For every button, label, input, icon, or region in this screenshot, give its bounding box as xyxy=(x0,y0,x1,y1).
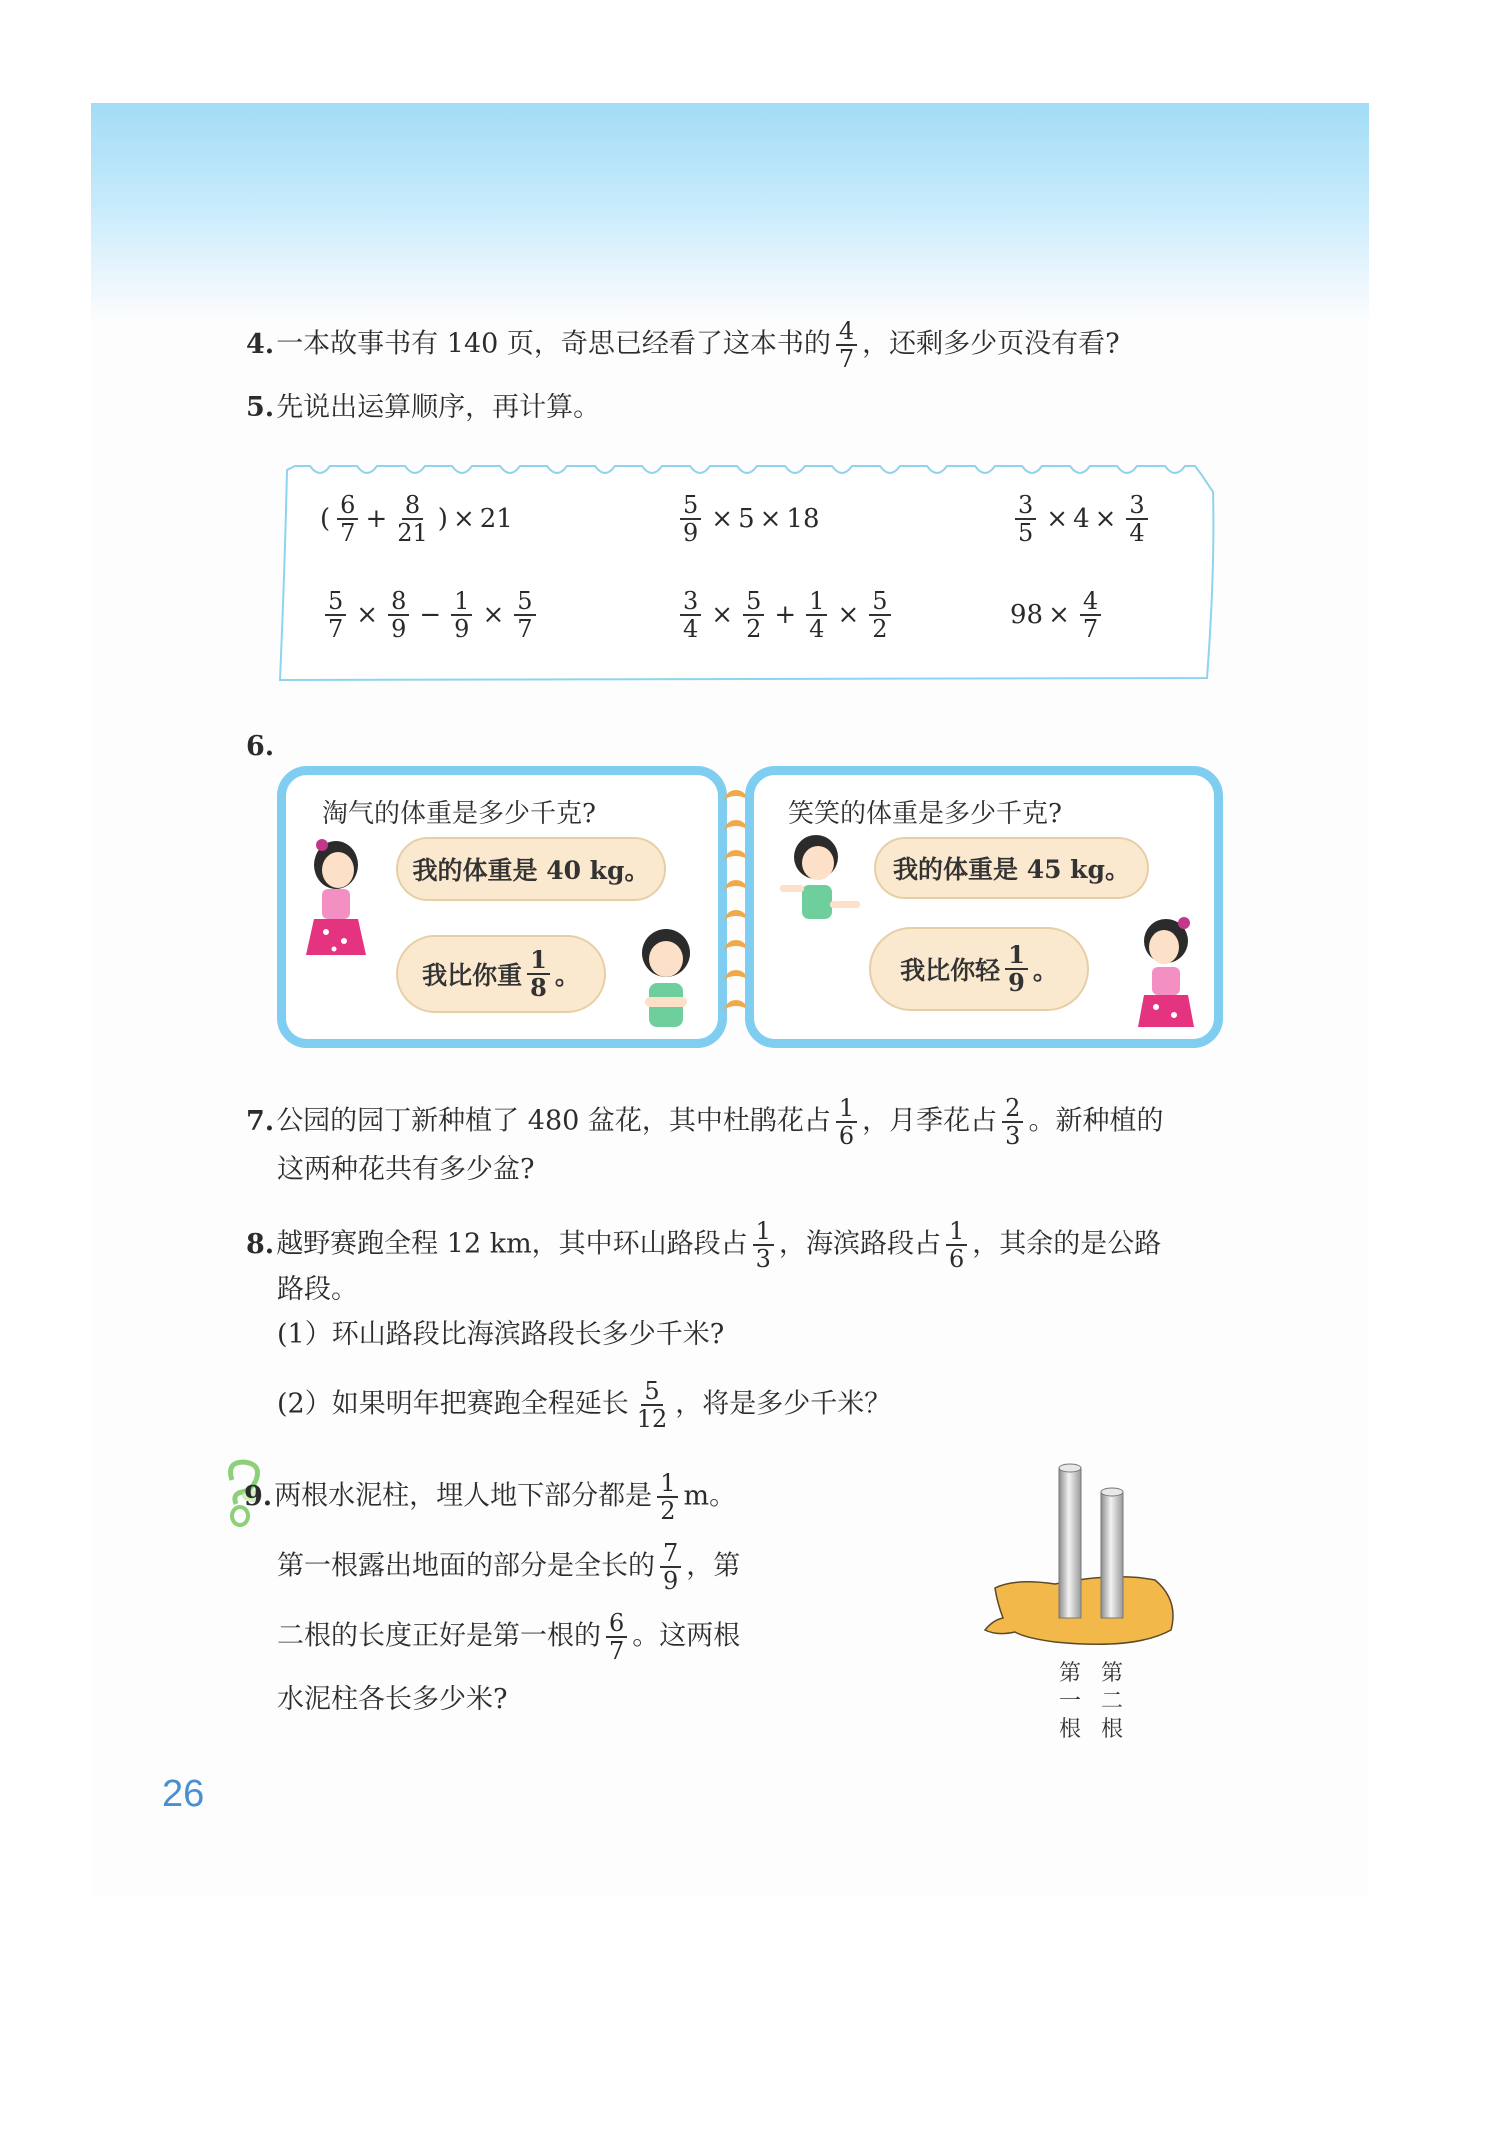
header-band xyxy=(91,103,1369,323)
fraction: $\frac{1}{9}$ xyxy=(451,588,472,642)
pillars-figure xyxy=(975,1460,1195,1750)
question-5 xyxy=(246,388,600,428)
expression-3: $\frac{3}{5}$ × 4 × $\frac{3}{4}$ xyxy=(1010,492,1153,546)
concrete-pillars-illustration xyxy=(975,1460,1195,1660)
question-9: 9.两根水泥柱，埋人地下部分都是 $\frac{1}{2}$ m。 xyxy=(244,1469,737,1525)
question-8-sub-2: (2）如果明年把赛跑全程延长 $\frac{5}{12}$ ，将是多少千米？ xyxy=(277,1377,892,1433)
fraction: $\frac{1}{2}$ xyxy=(657,1470,678,1524)
question-8-line-2: 路段。 xyxy=(277,1274,358,1305)
question-8-sub-1: (1）环山路段比海滨路段长多少千米? xyxy=(277,1319,725,1350)
question-8: 8.越野赛跑全程 12 km，其中环山路段占 $\frac{1}{3}$ ，海滨路段占 $\frac{1}{6}$ ，其余的是公路 xyxy=(246,1217,1162,1273)
question-4 xyxy=(246,318,1120,372)
question-text: ，还剩多少页没有看? xyxy=(862,328,1120,360)
boy-illustration xyxy=(631,925,701,1035)
question-7-line-2: 这两种花共有多少盆? xyxy=(277,1154,535,1185)
speech-bubble: 我的体重是 45 kg。 xyxy=(874,837,1149,899)
question-9-line-4: 水泥柱各长多少米? xyxy=(277,1684,508,1715)
expression-6: 98 × $\frac{4}{7}$ xyxy=(1010,588,1106,642)
speech-bubble: 我比你重 $\frac{1}{8}$ 。 xyxy=(396,935,606,1013)
fraction: $\frac{8}{9}$ xyxy=(388,588,409,642)
expression-1: ( $\frac{6}{7}$ + $\frac{8}{21}$ ) × 21 xyxy=(320,491,513,547)
fraction: $\frac{4}{7}$ xyxy=(836,318,857,372)
fraction: $\frac{6}{7}$ xyxy=(606,1610,627,1664)
question-text: 一本故事书有 140 页，奇思已经看了这本书的 xyxy=(276,328,831,360)
question-6 xyxy=(246,727,276,767)
expression-2: $\frac{5}{9}$ × 5 × 18 xyxy=(675,492,820,546)
fraction: $\frac{3}{5}$ xyxy=(1015,492,1036,546)
fraction: $\frac{6}{7}$ xyxy=(337,492,358,546)
boy-illustration xyxy=(776,831,866,931)
panel-title: 笑笑的体重是多少千克? xyxy=(788,799,1062,829)
question-number: 7. xyxy=(246,1105,275,1137)
expression-4: $\frac{5}{7}$ × $\frac{8}{9}$ − $\frac{1}{9}$ × $\frac{5}{7}$ xyxy=(320,588,541,642)
fraction: $\frac{5}{2}$ xyxy=(869,588,890,642)
torn-paper-frame xyxy=(275,452,1220,684)
fraction: $\frac{5}{7}$ xyxy=(325,588,346,642)
fraction: $\frac{1}{9}$ xyxy=(1005,942,1028,996)
calculation-box xyxy=(275,452,1220,684)
expression-5: $\frac{3}{4}$ × $\frac{5}{2}$ + $\frac{1}{4}$ × $\frac{5}{2}$ xyxy=(675,588,896,642)
fraction: $\frac{7}{9}$ xyxy=(660,1540,681,1594)
fraction: $\frac{8}{21}$ xyxy=(397,491,428,547)
fraction: $\frac{5}{7}$ xyxy=(514,588,535,642)
question-number: 8. xyxy=(246,1228,275,1260)
panel-title: 淘气的体重是多少千克? xyxy=(322,799,596,829)
fraction: $\frac{1}{4}$ xyxy=(806,588,827,642)
girl-illustration xyxy=(1126,915,1206,1035)
label-second-pillar: 第 二 根 xyxy=(1100,1661,1123,1742)
question-number: 4. xyxy=(246,328,275,360)
fraction: $\frac{3}{4}$ xyxy=(680,588,701,642)
label-first-pillar: 第 一 根 xyxy=(1058,1661,1081,1742)
fraction: $\frac{1}{8}$ xyxy=(527,947,550,1001)
fraction: $\frac{5}{9}$ xyxy=(680,492,701,546)
question-number: 9. xyxy=(244,1480,273,1512)
left-panel xyxy=(277,766,727,1048)
question-9-line-2: 第一根露出地面的部分是全长的 $\frac{7}{9}$ ，第 xyxy=(277,1539,741,1595)
question-text: 先说出运算顺序，再计算。 xyxy=(276,392,601,423)
question-number: 6. xyxy=(246,731,275,762)
fraction: $\frac{4}{7}$ xyxy=(1080,588,1101,642)
question-number: 5. xyxy=(246,392,275,423)
fraction: $\frac{1}{6}$ xyxy=(836,1095,857,1149)
question-7: 7.公园的园丁新种植了 480 盆花，其中杜鹃花占 $\frac{1}{6}$ ，月季花占 $\frac{2}{3}$ 。新种植的 xyxy=(246,1094,1164,1150)
girl-illustration xyxy=(296,837,376,967)
right-panel xyxy=(745,766,1223,1048)
fraction: $\frac{5}{12}$ xyxy=(636,1377,668,1433)
fraction: $\frac{5}{2}$ xyxy=(743,588,764,642)
question-9-line-3: 二根的长度正好是第一根的 $\frac{6}{7}$ 。这两根 xyxy=(277,1609,741,1665)
fraction: $\frac{2}{3}$ xyxy=(1002,1095,1023,1149)
page-number: 26 xyxy=(162,1773,205,1815)
fraction: $\frac{1}{6}$ xyxy=(946,1218,967,1272)
fraction: $\frac{3}{4}$ xyxy=(1126,492,1147,546)
speech-bubble: 我比你轻 $\frac{1}{9}$ 。 xyxy=(869,927,1089,1011)
speech-bubble: 我的体重是 40 kg。 xyxy=(396,837,666,901)
fraction: $\frac{1}{3}$ xyxy=(753,1218,774,1272)
